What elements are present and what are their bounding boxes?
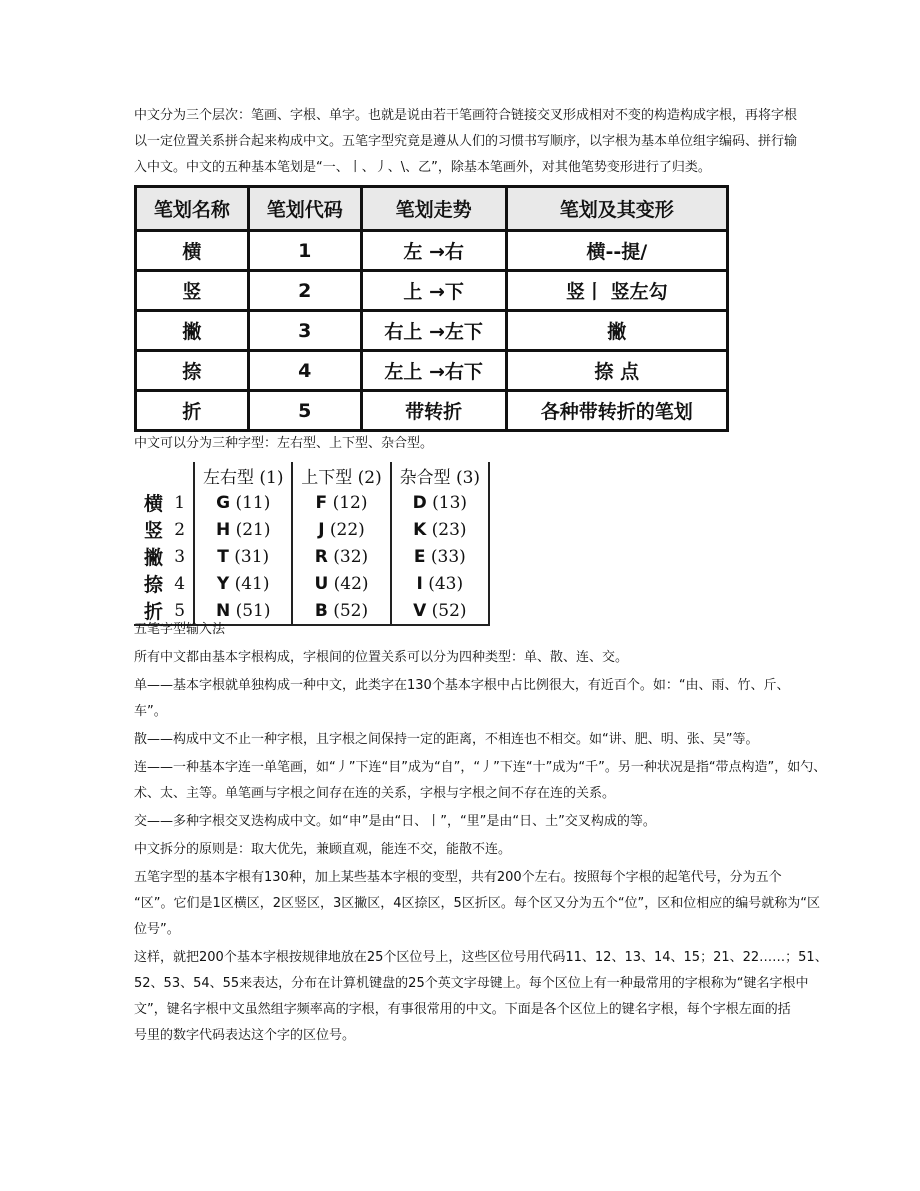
key-letter: T: [217, 546, 229, 567]
body-line: 单——基本字根就单独构成一种中文，此类字在130个基本字根中占比例很大，有近百个。如：“由、雨、竹、斤、: [134, 678, 790, 693]
table-row: [136, 271, 728, 311]
table-row: [134, 516, 489, 543]
header-cell: 笔划代码: [248, 187, 361, 231]
stroke-table: [134, 185, 729, 432]
intro-line: 中文分为三个层次：笔画、字根、单字。也就是说由若干笔画符合链接交叉形成相对不变的构造构成字根，再将字根: [134, 108, 798, 123]
code-cell: [391, 543, 489, 570]
body-line: 五笔字型的基本字根有130种，加上某些基本字根的变型，共有200个左右。按照每个字根的起笔代号，分为五个: [134, 870, 782, 885]
header-cell: 上下型 (2): [292, 462, 390, 489]
body-text: [134, 617, 828, 1049]
table-cell: 折: [136, 391, 249, 431]
key-letter: N: [215, 600, 231, 621]
zone-code: (33): [430, 546, 466, 567]
body-line: 中文拆分的原则是：取大优先，兼顾直观，能连不交，能散不连。: [134, 842, 512, 857]
code-cell: [391, 570, 489, 597]
key-letter: G: [216, 492, 231, 513]
zone-code: (43): [428, 573, 464, 594]
shape-table: [134, 462, 490, 626]
header-cell: 笔划走势: [361, 187, 506, 231]
table-cell: 捺: [136, 351, 249, 391]
zone-code: (51): [235, 600, 271, 621]
code-cell: [292, 516, 390, 543]
code-cell: [391, 489, 489, 516]
body-line: 交——多种字根交叉迭构成中文。如“申”是由“日、丨”，“里”是由“日、土”交叉构成的等。: [134, 814, 656, 829]
stroke-num: 5: [169, 597, 194, 625]
key-letter: E: [413, 546, 426, 567]
key-letter: U: [314, 573, 329, 594]
table-cell: 2: [248, 271, 361, 311]
stroke-name: 折: [134, 597, 169, 625]
body-line: 号里的数字代码表达这个字的区位号。: [134, 1028, 356, 1043]
table-cell: 带转折: [361, 391, 506, 431]
table-cell: 左 →右: [361, 231, 506, 271]
body-line: 52、53、54、55来表达，分布在计算机键盘的25个英文字母键上。每个区位上有一种最常用的字根称为“键名字根中: [134, 976, 809, 991]
table-row: [136, 391, 728, 431]
key-letter: V: [413, 600, 427, 621]
body-line: 所有中文都由基本字根构成，字根间的位置关系可以分为四种类型：单、散、连、交。: [134, 650, 629, 665]
table-cell: 右上 →左下: [361, 311, 506, 351]
stroke-name: 撇: [144, 547, 164, 569]
table-cell: 捺 点: [506, 351, 727, 391]
code-cell: [292, 489, 390, 516]
intro-paragraph: [134, 103, 798, 181]
stroke-name: 横: [144, 493, 164, 515]
body-line: 散——构成中文不止一种字根，且字根之间保持一定的距离，不相连也不相交。如“讲、肥、明、张、吴”等。: [134, 732, 759, 747]
body-line: 这样，就把200个基本字根按规律地放在25个区位号上，这些区位号用代码11、12、13、14、15；21、22……；51、: [134, 950, 828, 965]
shape-intro: [134, 431, 794, 457]
table-cell: 各种带转折的笔划: [506, 391, 727, 431]
table-row: [134, 543, 489, 570]
stroke-table-header: [136, 187, 728, 231]
zone-code: (32): [333, 546, 369, 567]
table-cell: 竖: [136, 271, 249, 311]
code-cell: [194, 489, 292, 516]
zone-code: (23): [431, 519, 467, 540]
stroke-num: 2: [169, 516, 194, 543]
table-cell: 撇: [506, 311, 727, 351]
stroke-num: 1: [169, 489, 194, 516]
key-letter: H: [215, 519, 231, 540]
table-row: [134, 489, 489, 516]
table-row: [136, 231, 728, 271]
table-cell: 竖丨 竖左勾: [506, 271, 727, 311]
table-cell: 横--提/: [506, 231, 727, 271]
body-line: 连——一种基本字连一单笔画，如“丿”下连“目”成为“自”，“丿”下连“十”成为“千”。另一种状况是指“带点构造”，如勺、: [134, 760, 827, 775]
body-line: 车”。: [134, 704, 167, 719]
code-cell: [194, 570, 292, 597]
table-cell: 撇: [136, 311, 249, 351]
header-cell: 笔划及其变形: [506, 187, 727, 231]
section-title: 五笔字型输入法: [134, 622, 226, 637]
table-cell: 上 →下: [361, 271, 506, 311]
code-cell: [391, 516, 489, 543]
shape-intro-line: 中文可以分为三种字型：左右型、上下型、杂合型。: [134, 436, 434, 451]
zone-code: (42): [333, 573, 369, 594]
table-cell: 5: [248, 391, 361, 431]
header-cell: 杂合型 (3): [391, 462, 489, 489]
body-line: 位号”。: [134, 922, 180, 937]
stroke-name: 捺: [144, 574, 164, 596]
table-row: [136, 351, 728, 391]
zone-code: (12): [332, 492, 368, 513]
zone-code: (52): [333, 600, 369, 621]
stroke-num: 3: [169, 543, 194, 570]
body-line: “区”。它们是1区横区，2区竖区，3区撇区，4区捺区，5区折区。每个区又分为五个“位”，区和位相应的编号就称为“区: [134, 896, 821, 911]
body-line: 文”，键名字根中文虽然组字频率高的字根，有事很常用的中文。下面是各个区位上的键名字根，每个字根左面的括: [134, 1002, 791, 1017]
zone-code: (21): [235, 519, 271, 540]
code-cell: [292, 570, 390, 597]
code-cell: [292, 543, 390, 570]
key-letter: R: [314, 546, 328, 567]
key-letter: B: [314, 600, 328, 621]
key-letter: Y: [216, 573, 230, 594]
key-letter: F: [315, 492, 328, 513]
body-line: 术、太、主等。单笔画与字根之间存在连的关系，字根与字根之间不存在连的关系。: [134, 786, 616, 801]
table-cell: 4: [248, 351, 361, 391]
blank-cell: [134, 462, 194, 489]
zone-code: (31): [234, 546, 270, 567]
table-row: [136, 311, 728, 351]
key-letter: J: [318, 519, 325, 540]
table-cell: 左上 →右下: [361, 351, 506, 391]
table-cell: 横: [136, 231, 249, 271]
zone-code: (22): [329, 519, 365, 540]
key-letter: I: [416, 573, 423, 594]
shape-table-header: [134, 462, 489, 489]
stroke-num: 4: [169, 570, 194, 597]
intro-line: 以一定位置关系拼合起来构成中文。五笔字型究竟是遵从人们的习惯书写顺序，以字根为基本单位组字编码、拼行输: [134, 134, 798, 149]
code-cell: [194, 516, 292, 543]
zone-code: (13): [432, 492, 468, 513]
table-row: [134, 570, 489, 597]
zone-code: (41): [234, 573, 270, 594]
header-cell: 左右型 (1): [194, 462, 292, 489]
zone-code: (11): [235, 492, 271, 513]
header-cell: 笔划名称: [136, 187, 249, 231]
key-letter: D: [412, 492, 427, 513]
intro-line: 入中文。中文的五种基本笔划是“一、丨、丿、\、乙”，除基本笔画外，对其他笔势变形进行了归类。: [134, 160, 711, 175]
code-cell: [194, 543, 292, 570]
zone-code: (52): [431, 600, 467, 621]
table-cell: 1: [248, 231, 361, 271]
stroke-name: 竖: [144, 520, 164, 542]
key-letter: K: [413, 519, 427, 540]
table-cell: 3: [248, 311, 361, 351]
